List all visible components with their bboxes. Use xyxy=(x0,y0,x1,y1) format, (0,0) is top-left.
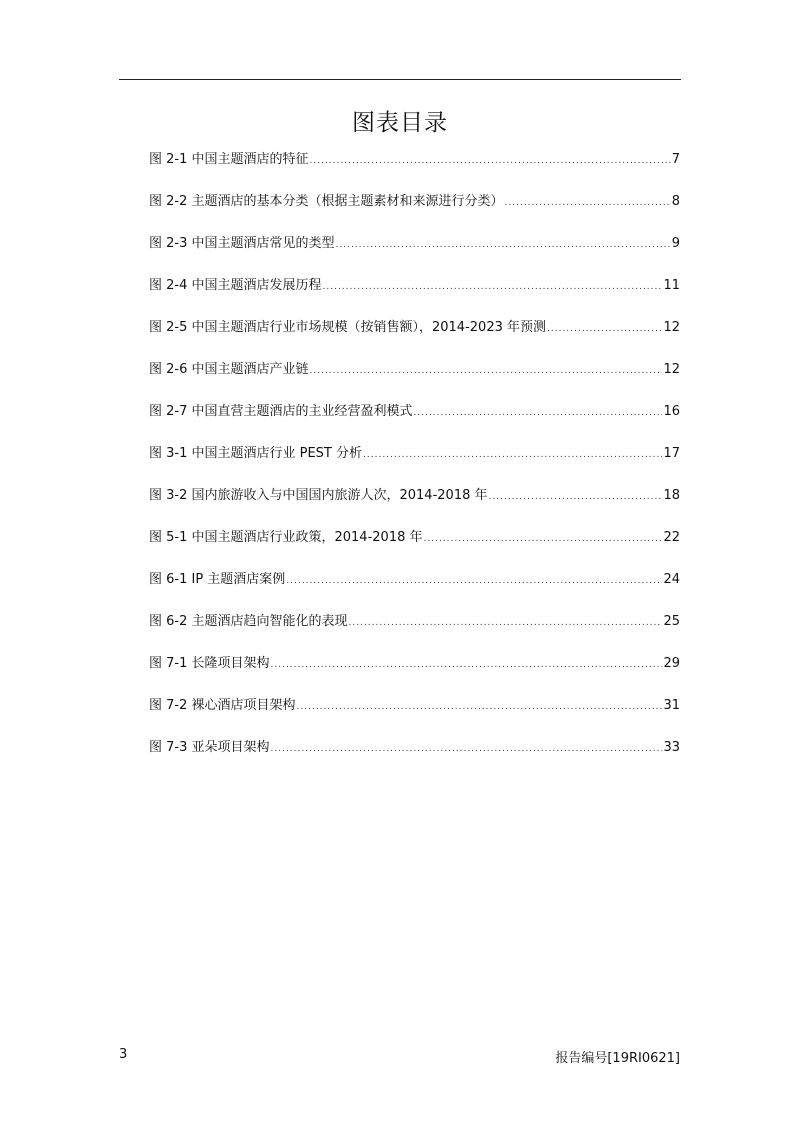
dot-leader xyxy=(547,319,662,339)
toc-entry-label: 图 2-5 中国主题酒店行业市场规模（按销售额），2014-2023 年预测 xyxy=(149,320,546,335)
figure-list xyxy=(149,150,680,780)
toc-entry[interactable] xyxy=(149,738,680,780)
toc-entry[interactable] xyxy=(149,318,680,360)
toc-entry[interactable] xyxy=(149,234,680,276)
toc-entry[interactable] xyxy=(149,192,680,234)
dot-leader xyxy=(271,739,663,759)
report-id: 报告编号[19RI0621] xyxy=(555,1051,680,1066)
toc-entry[interactable] xyxy=(149,486,680,528)
toc-entry-page: 33 xyxy=(663,740,680,755)
dot-leader xyxy=(310,361,663,381)
dot-leader xyxy=(414,403,663,423)
toc-entry-label: 图 2-4 中国主题酒店发展历程 xyxy=(149,278,322,293)
dot-leader xyxy=(286,571,662,591)
toc-entry-page: 12 xyxy=(663,362,680,377)
dot-leader xyxy=(505,193,671,213)
toc-entry-page: 7 xyxy=(671,152,680,167)
toc-entry-page: 11 xyxy=(663,278,680,293)
dot-leader xyxy=(489,487,663,507)
toc-entry[interactable] xyxy=(149,696,680,738)
toc-entry-label: 图 7-1 长隆项目架构 xyxy=(149,656,270,671)
toc-entry-label: 图 3-2 国内旅游收入与中国国内旅游人次，2014-2018 年 xyxy=(149,488,488,503)
toc-entry-page: 29 xyxy=(663,656,680,671)
dot-leader xyxy=(336,235,671,255)
toc-entry[interactable] xyxy=(149,612,680,654)
toc-entry-label: 图 7-2 裸心酒店项目架构 xyxy=(149,698,296,713)
toc-entry[interactable] xyxy=(149,360,680,402)
dot-leader xyxy=(297,697,663,717)
toc-entry-page: 17 xyxy=(663,446,680,461)
dot-leader xyxy=(349,613,663,633)
toc-entry-label: 图 2-2 主题酒店的基本分类（根据主题素材和来源进行分类） xyxy=(149,194,504,209)
dot-leader xyxy=(310,151,671,171)
toc-entry-label: 图 6-2 主题酒店趋向智能化的表现 xyxy=(149,614,348,629)
page-number: 3 xyxy=(119,1047,128,1062)
toc-entry-label: 图 2-6 中国主题酒店产业链 xyxy=(149,362,309,377)
toc-entry-page: 31 xyxy=(663,698,680,713)
toc-entry-page: 12 xyxy=(663,320,680,335)
toc-entry-page: 24 xyxy=(663,572,680,587)
toc-entry-page: 16 xyxy=(663,404,680,419)
toc-entry-page: 8 xyxy=(671,194,680,209)
toc-entry-label: 图 2-3 中国主题酒店常见的类型 xyxy=(149,236,335,251)
dot-leader xyxy=(271,655,663,675)
dot-leader xyxy=(323,277,663,297)
toc-entry-page: 18 xyxy=(663,488,680,503)
toc-entry-label: 图 2-7 中国直营主题酒店的主业经营盈利模式 xyxy=(149,404,413,419)
toc-entry[interactable] xyxy=(149,528,680,570)
toc-entry-page: 9 xyxy=(671,236,680,251)
toc-entry-label: 图 3-1 中国主题酒店行业 PEST 分析 xyxy=(149,446,363,461)
toc-entry[interactable] xyxy=(149,276,680,318)
toc-entry-label: 图 2-1 中国主题酒店的特征 xyxy=(149,152,309,167)
toc-entry-label: 图 7-3 亚朵项目架构 xyxy=(149,740,270,755)
dot-leader xyxy=(363,445,662,465)
toc-entry-label: 图 5-1 中国主题酒店行业政策，2014-2018 年 xyxy=(149,530,423,545)
toc-entry-label: 图 6-1 IP 主题酒店案例 xyxy=(149,572,286,587)
header-rule xyxy=(119,79,681,80)
toc-title: 图表目录 xyxy=(352,110,448,136)
toc-entry[interactable] xyxy=(149,444,680,486)
toc-entry[interactable] xyxy=(149,570,680,612)
toc-entry[interactable] xyxy=(149,402,680,444)
toc-entry-page: 22 xyxy=(663,530,680,545)
toc-entry[interactable] xyxy=(149,150,680,192)
dot-leader xyxy=(424,529,663,549)
toc-entry-page: 25 xyxy=(663,614,680,629)
toc-entry[interactable] xyxy=(149,654,680,696)
